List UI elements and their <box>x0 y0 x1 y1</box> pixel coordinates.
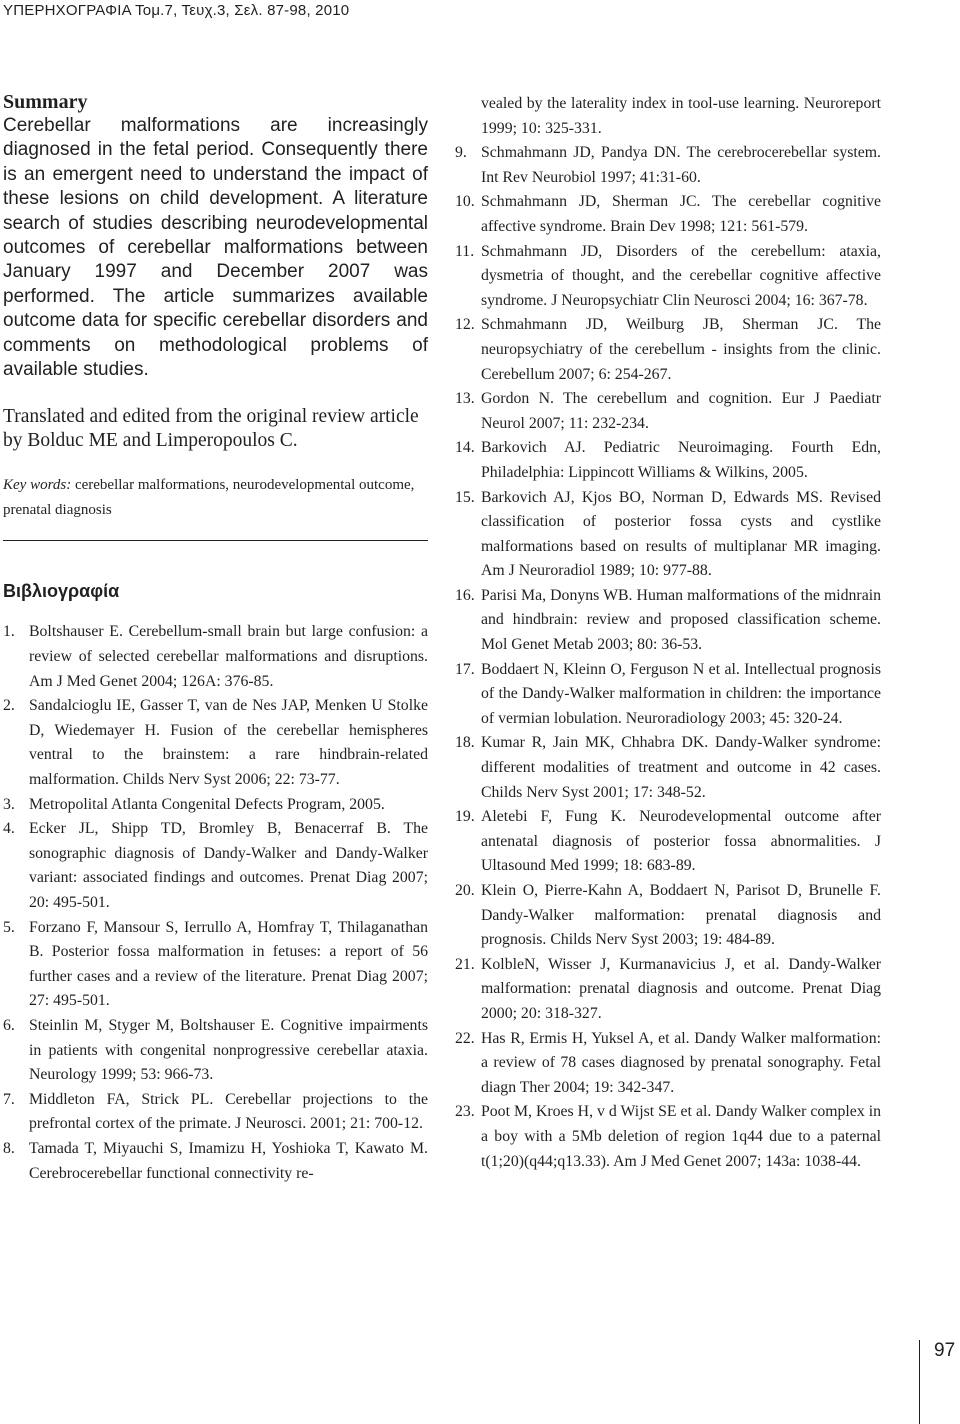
reference-text: Gordon N. The cerebellum and cognition. Eur J Paediatr Neurol 2007; 11: 232-234. <box>481 390 881 432</box>
keywords <box>3 473 428 523</box>
footer-divider <box>919 1340 920 1424</box>
reference-text: Schmahmann JD, Weilburg JB, Sherman JC. The neuropsychiatry of the cerebellum - insights from the clinic. Cerebellum 2007; 6: 254-267. <box>481 316 881 383</box>
bibliography-heading: Βιβλιογραφία <box>3 581 120 602</box>
reference-number: 21. <box>455 955 475 973</box>
reference-number: 22. <box>455 1029 475 1047</box>
reference-item <box>455 240 881 314</box>
reference-text: Poot M, Kroes H, v d Wijst SE et al. Dandy Walker complex in a boy with a 5Mb deletion of region 1q44 due to a paternal t(1;20)(q44;q13.33). Am J Med Genet 2007; 143a: 1038-44. <box>481 1103 881 1170</box>
reference-number: 14. <box>455 439 475 457</box>
reference-text: Sandalcioglu IE, Gasser T, van de Nes JAP, Menken U Stolke D, Wiedemayer H. Fusion of the cerebellar hemispheres ventral to the brainstem: a rare hindbrain-related malformation. Childs Nerv Syst 2006; 22: 73-77. <box>29 697 428 789</box>
reference-text: Ecker JL, Shipp TD, Bromley B, Benacerraf B. The sonographic diagnosis of Dandy-Walker and Dandy-Walker variant: associated findings and outcomes. Prenat Diag 2007; 20: 495-501. <box>29 820 428 911</box>
reference-number: 2. <box>3 697 15 715</box>
reference-item <box>3 817 428 915</box>
reference-number: 6. <box>3 1016 15 1034</box>
right-column <box>455 92 881 1174</box>
reference-text: KolbleN, Wisser J, Kurmanavicius J, et al. Dandy-Walker malformation: prenatal diagnosis and outcome. Prenat Diag 2000; 20: 318-327. <box>481 955 881 1022</box>
reference-text: Barkovich AJ, Kjos BO, Norman D, Edwards MS. Revised classification of posterior fossa cysts and cystlike malformations based on results of multiplanar MR imaging. Am J Neuroradiol 1989; 10: 977-88. <box>481 488 881 580</box>
reference-text: Schmahmann JD, Pandya DN. The cerebrocerebellar system. Int Rev Neurobiol 1997; 41:31-60. <box>481 144 881 186</box>
reference-number: 1. <box>3 623 15 641</box>
reference-item <box>455 486 881 584</box>
reference-item <box>3 1137 428 1186</box>
reference-text: Steinlin M, Styger M, Boltshauser E. Cognitive impairments in patients with congenital nonprogressive cerebellar ataxia. Neurology 1999; 53: 966-73. <box>29 1016 428 1084</box>
reference-number: 16. <box>455 586 475 604</box>
reference-text: Boddaert N, Kleinn O, Ferguson N et al. Intellectual prognosis of the Dandy-Walker malformation in children: the importance of vermian lobulation. Neuroradiology 2003; 45: 320-24. <box>481 660 881 727</box>
reference-text: Parisi Ma, Donyns WB. Human malformations of the midnrain and hindbrain: review and proposed classification scheme. Mol Genet Metab 2003; 80: 36-53. <box>481 586 881 654</box>
reference-text: Barkovich AJ. Pediatric Neuroimaging. Fourth Edn, Philadelphia: Lippincott Williams & Wilkins, 2005. <box>481 439 881 481</box>
reference-number: 3. <box>3 795 15 813</box>
summary-heading: Summary <box>3 91 88 113</box>
reference-number: 19. <box>455 808 475 826</box>
reference-item <box>3 1088 428 1137</box>
reference-number: 7. <box>3 1090 15 1108</box>
reference-number: 15. <box>455 488 475 506</box>
reference-number: 13. <box>455 390 475 408</box>
translation-note: Translated and edited from the original review article by Bolduc ME and Limperopoulos C. <box>3 406 419 452</box>
reference-item <box>455 1100 881 1174</box>
reference-item <box>455 190 881 239</box>
reference-text: Tamada T, Miyauchi S, Imamizu H, Yoshioka T, Kawato M. Cerebrocerebellar functional connectivity re- <box>29 1139 428 1182</box>
reference-item <box>3 793 428 818</box>
reference-item <box>455 436 881 485</box>
reference-text: Schmahmann JD, Sherman JC. The cerebellar cognitive affective syndrome. Brain Dev 1998; 121: 561-579. <box>481 193 881 235</box>
reference-text: Klein O, Pierre-Kahn A, Boddaert N, Parisot D, Brunelle F. Dandy-Walker malformation: prenatal diagnosis and prognosis. Childs Nerv Syst 2003; 19: 484-89. <box>481 882 881 949</box>
reference-item <box>455 805 881 879</box>
reference-item <box>455 731 881 805</box>
reference-number: 4. <box>3 820 15 838</box>
reference-item <box>3 916 428 1014</box>
section-divider <box>3 540 428 541</box>
reference-text: Forzano F, Mansour S, Ierrullo A, Homfray T, Thilaganathan B. Posterior fossa malformation in fetuses: a report of 56 further cases and a review of the literature. Prenat Diag 2007; 27: 495-501. <box>29 918 428 1010</box>
reference-text: vealed by the laterality index in tool-use learning. Neuroreport 1999; 10: 325-331. <box>481 95 881 137</box>
reference-number: 5. <box>3 918 15 936</box>
keywords-text: cerebellar malformations, neurodevelopmental outcome, prenatal diagnosis <box>3 477 415 519</box>
reference-item <box>3 1014 428 1088</box>
reference-list-right <box>455 92 881 1174</box>
reference-item <box>455 658 881 732</box>
reference-number: 17. <box>455 660 475 678</box>
reference-list-left <box>3 620 428 1186</box>
reference-item <box>455 141 881 190</box>
reference-text: Has R, Ermis H, Yuksel A, et al. Dandy Walker malformation: a review of 78 cases diagnosed by prenatal sonography. Fetal diagn Ther 2004; 19: 342-347. <box>481 1029 881 1096</box>
reference-text: Aletebi F, Fung K. Neurodevelopmental outcome after antenatal diagnosis of posterior fossa abnormalities. J Ultasound Med 1999; 18: 683-89. <box>481 808 881 875</box>
reference-number: 20. <box>455 882 475 899</box>
reference-continuation <box>455 92 881 141</box>
reference-text: Metropolital Atlanta Congenital Defects Program, 2005. <box>29 795 385 813</box>
reference-number: 10. <box>455 193 475 211</box>
reference-item <box>455 387 881 436</box>
summary-text: Cerebellar malformations are increasingly diagnosed in the fetal period. Consequently there is an emergent need to understand the impact of these lesions on child development. A literature search of studies describing neurodevelopmental outcomes of cerebellar malformations between January 1997 and December 2007 was performed. The article summarizes available outcome data for specific cerebellar disorders and comments on methodological problems of available studies. <box>3 115 428 381</box>
reference-item <box>455 313 881 387</box>
reference-number: 12. <box>455 316 475 334</box>
page-number: 97 <box>934 1340 956 1361</box>
reference-item <box>455 1027 881 1101</box>
reference-number: 11. <box>455 242 475 260</box>
reference-number: 8. <box>3 1139 15 1157</box>
reference-text: Kumar R, Jain MK, Chhabra DK. Dandy-Walker syndrome: different modalities of treatment and outcome in 42 cases. Childs Nerv Syst 2001; 17: 348-52. <box>481 734 881 801</box>
reference-item <box>455 953 881 1027</box>
reference-item <box>455 879 881 953</box>
reference-item <box>455 584 881 658</box>
reference-text: Middleton FA, Strick PL. Cerebellar projections to the prefrontal cortex of the primate. J Neurosci. 2001; 21: 700-12. <box>29 1090 428 1133</box>
reference-item <box>3 694 428 792</box>
reference-text: Schmahmann JD, Disorders of the cerebellum: ataxia, dysmetria of thought, and the cerebellar cognitive affective syndrome. J Neuropsychiatr Clin Neurosci 2004; 16: 367-78. <box>481 242 881 309</box>
reference-number: 18. <box>455 734 475 752</box>
reference-text: Boltshauser E. Cerebellum-small brain but large confusion: a review of selected cerebellar malformations and disruptions. Am J Med Genet 2004; 126A: 376-85. <box>29 623 428 690</box>
reference-number: 9. <box>455 144 467 162</box>
journal-header: ΥΠΕΡΗΧΟΓΡΑΦΙΑ Τομ.7, Τευχ.3, Σελ. 87-98, 2010 <box>3 2 350 19</box>
left-column <box>3 90 428 1186</box>
reference-item <box>3 620 428 694</box>
keywords-label: Key words: <box>3 477 72 494</box>
reference-number: 23. <box>455 1103 475 1121</box>
